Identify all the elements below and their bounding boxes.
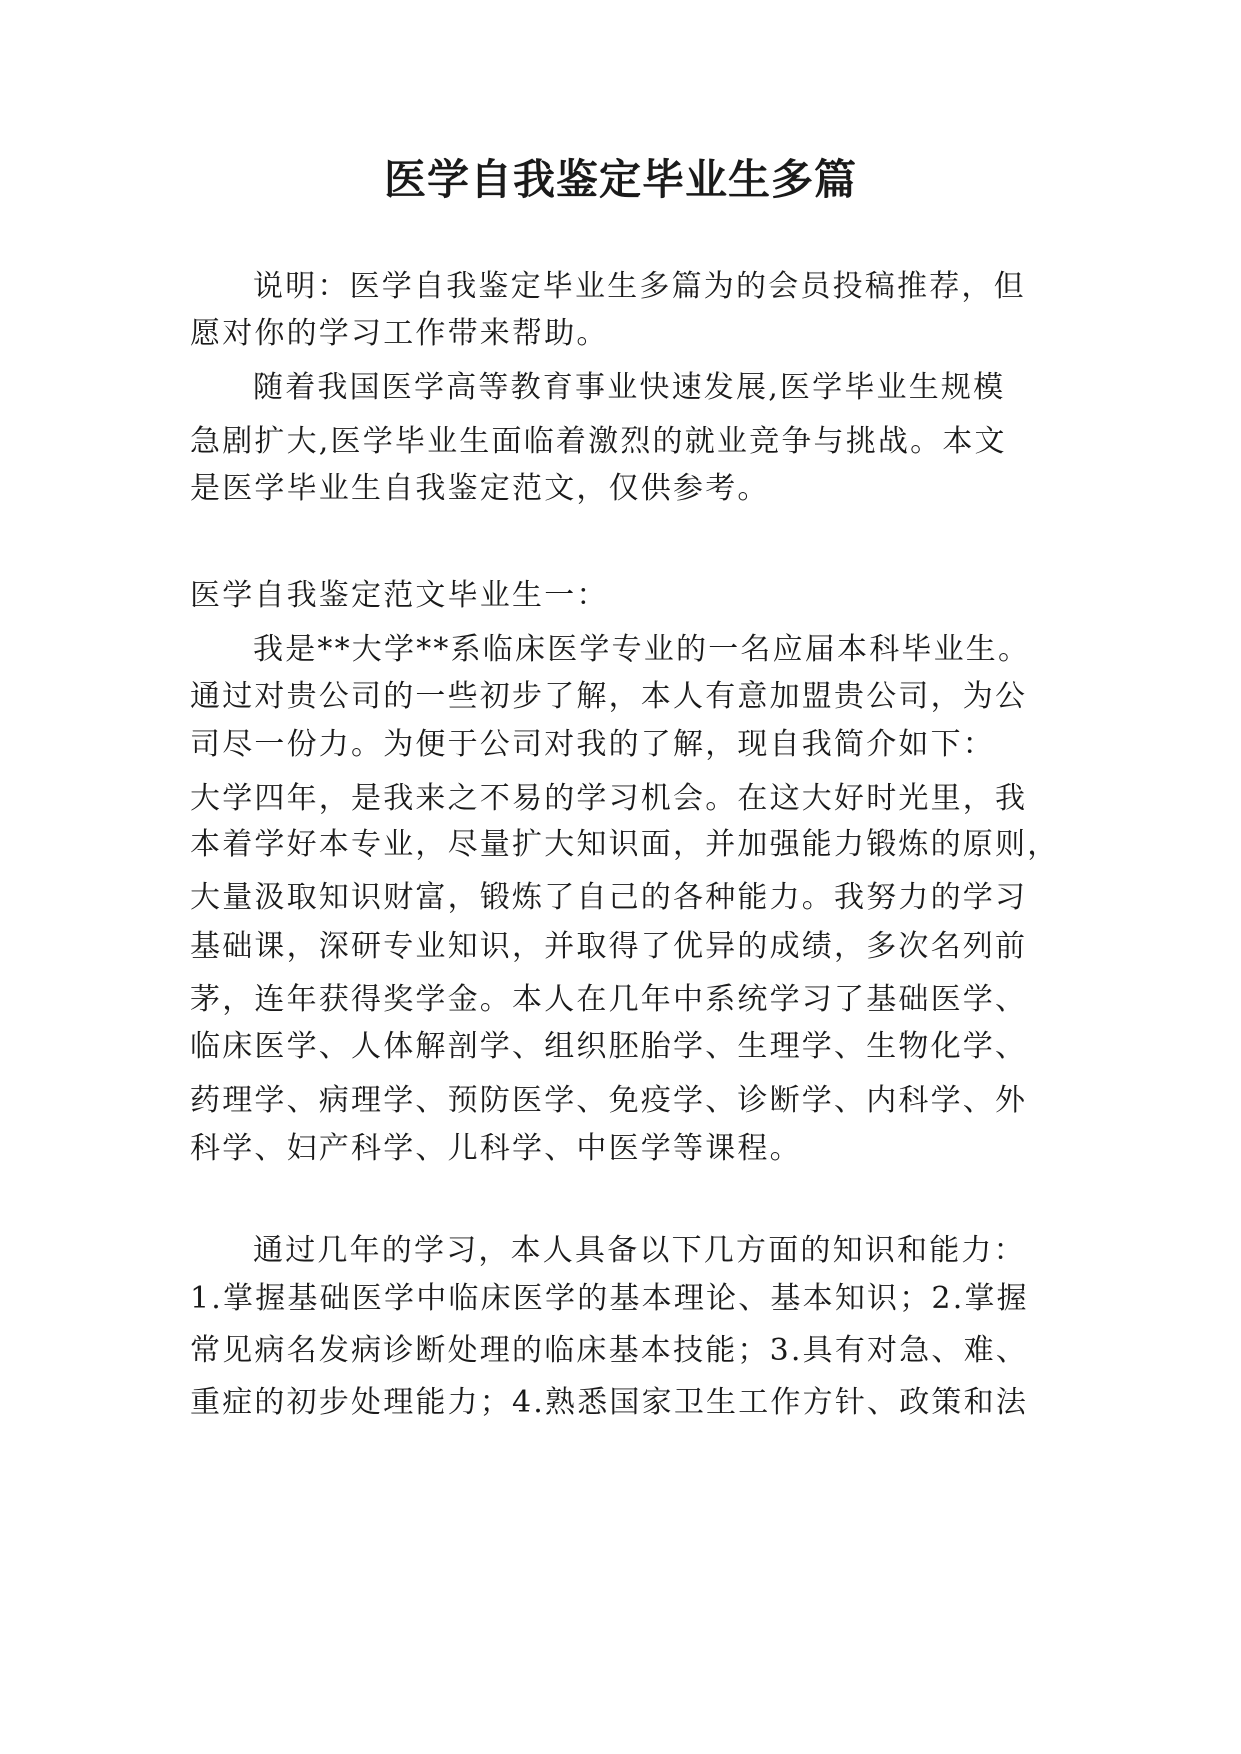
text-line: 临床医学、人体解剖学、组织胚胎学、生理学、生物化学、 <box>190 1029 1028 1064</box>
text-line: 通过对贵公司的一些初步了解，本人有意加盟贵公司，为公 <box>190 679 1028 714</box>
page-title: 医学自我鉴定毕业生多篇 <box>383 155 857 204</box>
text-line: 药理学、病理学、预防医学、免疫学、诊断学、内科学、外 <box>190 1083 1028 1118</box>
text-line: 茅，连年获得奖学金。本人在几年中系统学习了基础医学、 <box>190 982 1028 1017</box>
text-line: 常见病名发病诊断处理的临床基本技能；3.具有对急、难、 <box>190 1333 1029 1368</box>
text-line: 我是**大学**系临床医学专业的一名应届本科毕业生。 <box>253 632 1031 667</box>
text-line: 随着我国医学高等教育事业快速发展,医学毕业生规模 <box>253 370 1006 405</box>
text-line: 科学、妇产科学、儿科学、中医学等课程。 <box>190 1131 802 1166</box>
text-line: 司尽一份力。为便于公司对我的了解，现自我简介如下： <box>190 727 995 762</box>
text-line: 通过几年的学习，本人具备以下几方面的知识和能力： <box>253 1233 1026 1268</box>
text-line: 是医学毕业生自我鉴定范文，仅供参考。 <box>190 471 770 506</box>
section-heading: 医学自我鉴定范文毕业生一： <box>190 578 609 613</box>
text-line: 基础课，深研专业知识，并取得了优异的成绩，多次名列前 <box>190 929 1028 964</box>
text-line: 急剧扩大,医学毕业生面临着激烈的就业竞争与挑战。本文 <box>190 424 1007 459</box>
text-line: 重症的初步处理能力；4.熟悉国家卫生工作方针、政策和法 <box>190 1385 1029 1420</box>
text-line: 说明：医学自我鉴定毕业生多篇为的会员投稿推荐，但 <box>253 269 1026 304</box>
text-line: 愿对你的学习工作带来帮助。 <box>190 316 609 351</box>
text-line: 本着学好本专业，尽量扩大知识面，并加强能力锻炼的原则， <box>190 827 1060 862</box>
text-line: 大量汲取知识财富，锻炼了自己的各种能力。我努力的学习 <box>190 880 1028 915</box>
text-line: 大学四年，是我来之不易的学习机会。在这大好时光里，我 <box>190 781 1028 816</box>
text-line: 1.掌握基础医学中临床医学的基本理论、基本知识；2.掌握 <box>190 1281 1029 1316</box>
